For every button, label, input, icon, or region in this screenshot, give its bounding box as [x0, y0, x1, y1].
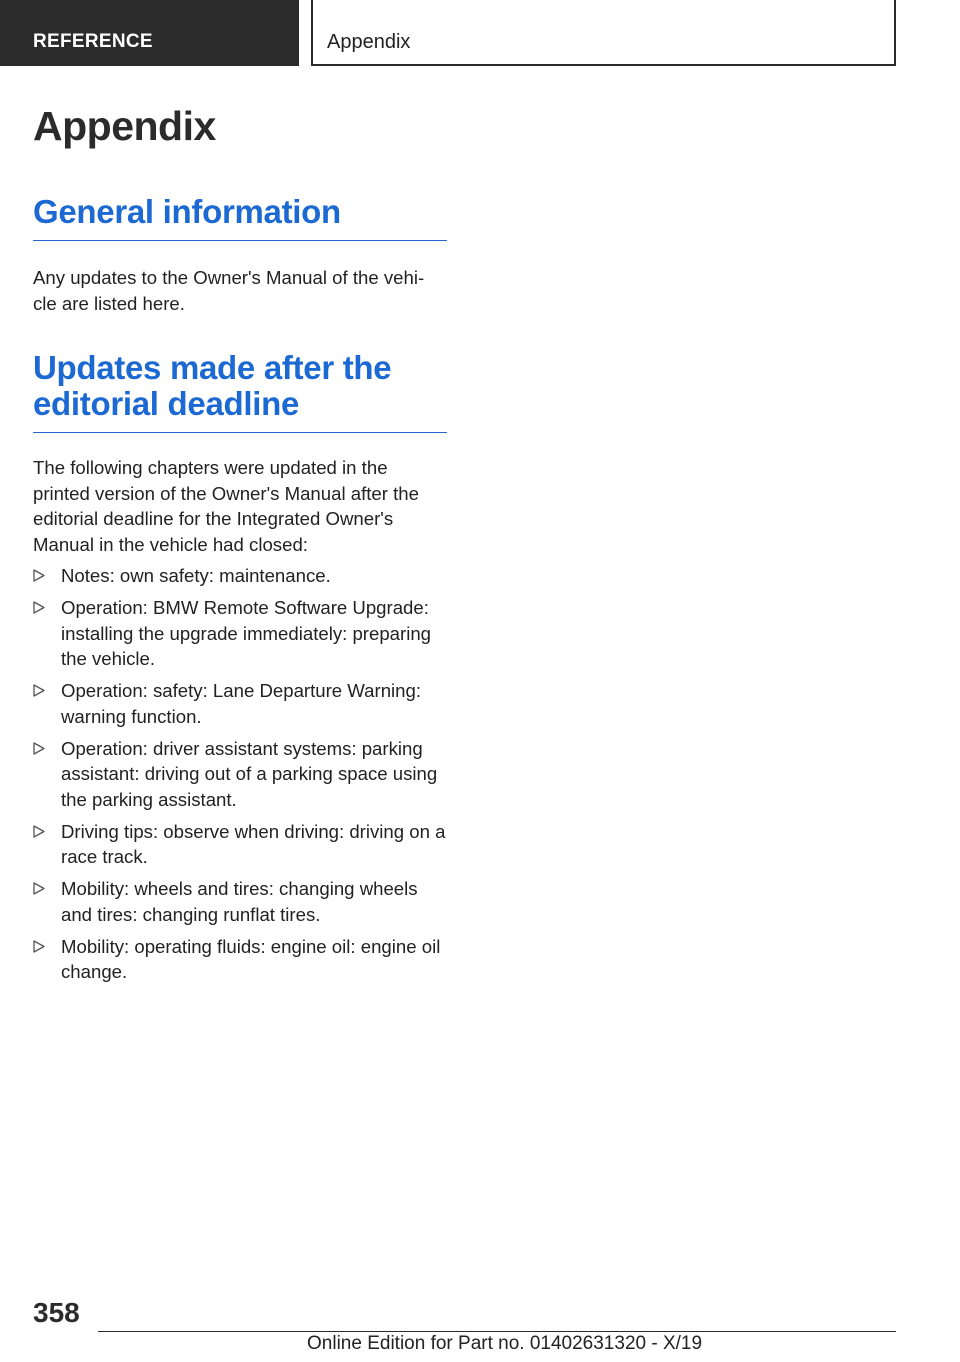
list-item	[33, 934, 447, 985]
list-item-text: Notes: own safety: maintenance.	[61, 565, 331, 586]
page-number: 358	[33, 1297, 80, 1328]
updates-list	[33, 563, 447, 985]
page-title: Appendix	[33, 103, 216, 149]
list-item-text: Operation: BMW Remote Software Upgrade: installing the upgrade immediately: preparing the vehicle.	[61, 597, 432, 669]
triangle-right-icon	[33, 882, 45, 895]
list-item-text: Operation: safety: Lane Departure Warning: warning function.	[61, 680, 422, 727]
list-item	[33, 819, 447, 870]
list-item	[33, 595, 447, 672]
list-item	[33, 678, 447, 729]
list-item-text: Mobility: operating fluids: engine oil: engine oil change.	[61, 935, 441, 982]
list-item-text: Mobility: wheels and tires: changing wheels and tires: changing runflat tires.	[61, 878, 418, 925]
list-item	[33, 876, 447, 927]
general-information-text: Any updates to the Owner's Manual of the vehi-cle are listed here.	[33, 267, 425, 314]
main-content	[33, 98, 447, 991]
general-information-heading: General information	[33, 194, 447, 241]
updates-intro-text: The following chapters were updated in the printed version of the Owner's Manual after the editorial deadline for the Integrated Owner's Manual in the vehicle had closed:	[33, 457, 419, 555]
triangle-right-icon	[33, 601, 45, 614]
header-section-label: REFERENCE	[0, 0, 299, 66]
footer-edition-text: Online Edition for Part no. 01402631320 - X/19	[307, 1333, 703, 1354]
header-chapter-title: Appendix	[311, 0, 896, 66]
triangle-right-icon	[33, 684, 45, 697]
list-item-text: Operation: driver assistant systems: parking assistant: driving out of a parking space using the parking assistant.	[61, 737, 438, 810]
triangle-right-icon	[33, 742, 45, 755]
triangle-right-icon	[33, 569, 45, 582]
footer-divider	[98, 1331, 896, 1332]
list-item	[33, 563, 447, 589]
list-item-text: Driving tips: observe when driving: driving on a race track.	[61, 820, 446, 867]
triangle-right-icon	[33, 825, 45, 838]
triangle-right-icon	[33, 940, 45, 953]
updates-heading: Updates made after the editorial deadline	[33, 350, 447, 433]
list-item	[33, 736, 447, 813]
